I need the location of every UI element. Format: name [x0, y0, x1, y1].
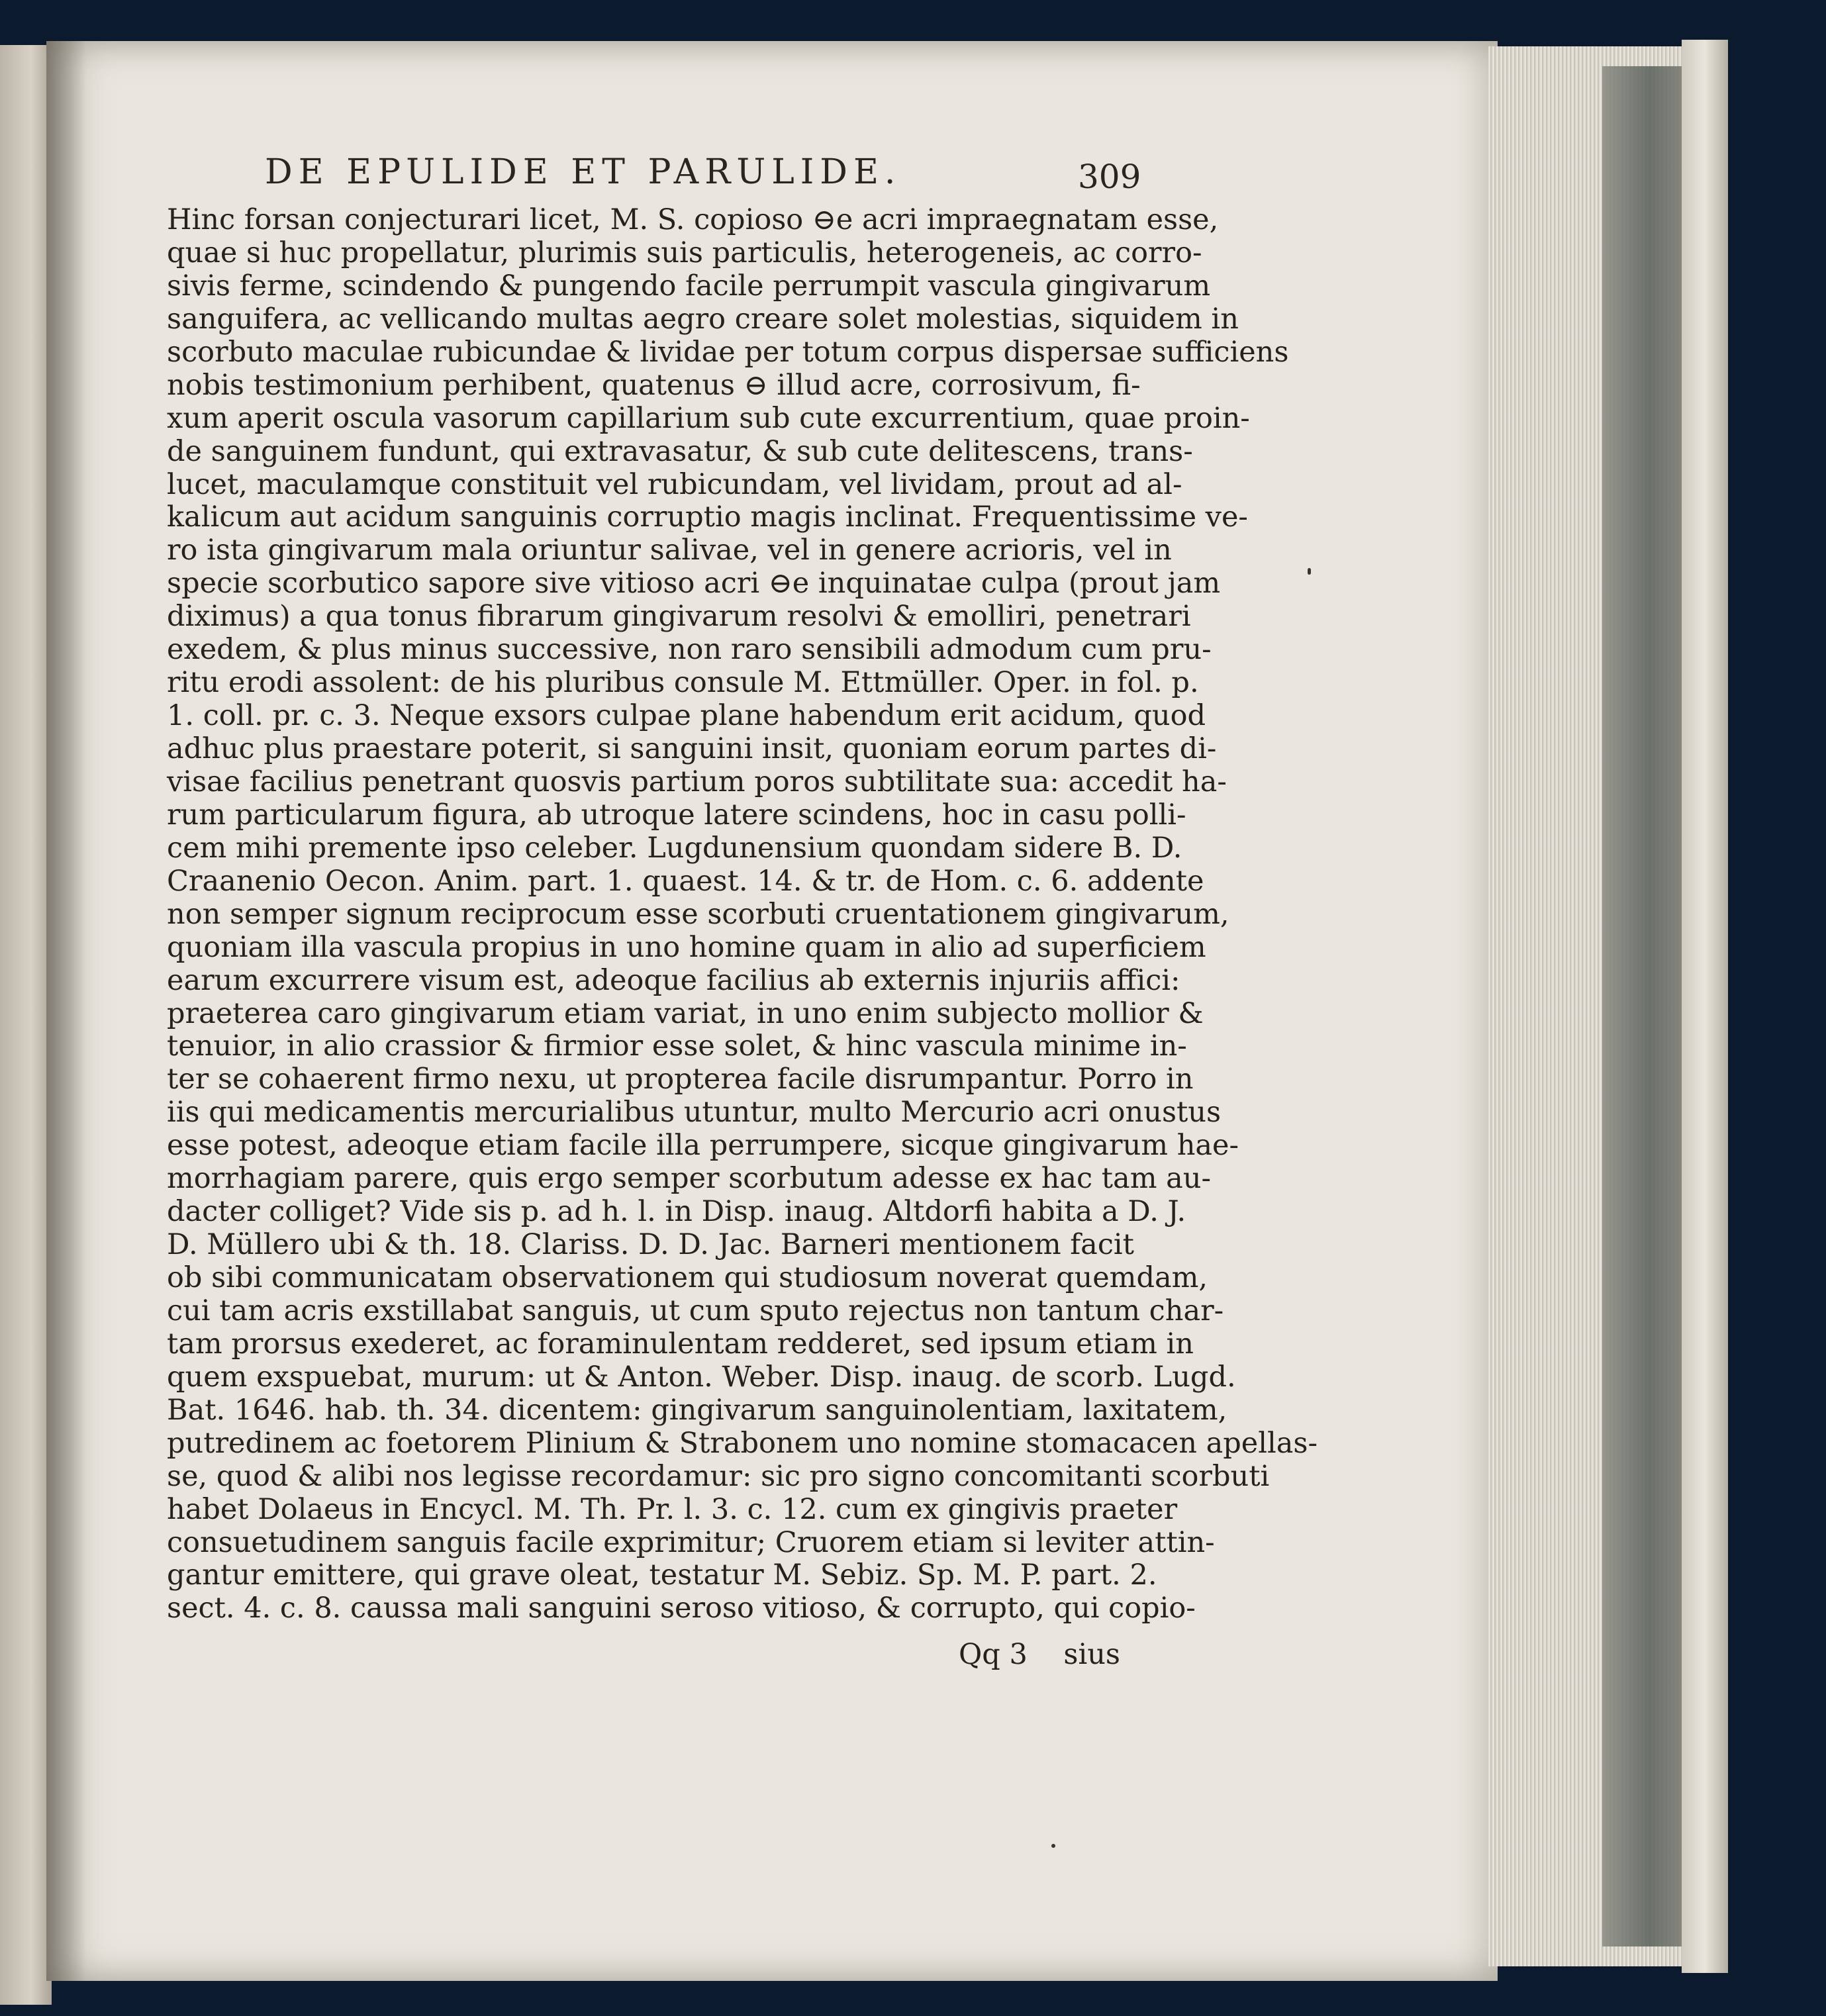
catchword: sius — [1063, 1638, 1120, 1671]
text-line: earum excurrere visum est, adeoque facilius ab externis injuriis affici: — [167, 963, 1180, 997]
text-line: sivis ferme, scindendo & pungendo facile perrumpit vascula gingivarum — [167, 269, 1211, 303]
text-line: 1. coll. pr. c. 3. Neque exsors culpae plane habendum erit acidum, quod — [167, 699, 1206, 733]
text-line: lucet, maculamque constituit vel rubicundam, vel lividam, prout ad al- — [167, 467, 1182, 501]
text-line: dacter colliget? Vide sis p. ad h. l. in Disp. inaug. Altdorfi habita a D. J. — [167, 1195, 1186, 1229]
text-line: ritu erodi assolent: de his pluribus consule M. Ettmüller. Oper. in fol. p. — [167, 666, 1199, 700]
text-line: cem mihi premente ipso celeber. Lugdunensium quondam sidere B. D. — [167, 831, 1182, 865]
text-line: ob sibi communicatam observationem qui studiosum noverat quemdam, — [167, 1261, 1208, 1294]
text-line: quoniam illa vascula propius in uno homine quam in alio ad superficiem — [167, 930, 1206, 964]
text-line: ter se cohaerent firmo nexu, ut propterea facile disrumpantur. Porro in — [167, 1063, 1194, 1096]
gutter-shadow — [46, 41, 86, 1981]
text-line: D. Müllero ubi & th. 18. Clariss. D. D. Jac. Barneri mentionem facit — [167, 1228, 1134, 1262]
text-line: habet Dolaeus in Encycl. M. Th. Pr. l. 3. c. 12. cum ex gingivis praeter — [167, 1492, 1178, 1526]
text-line: visae facilius penetrant quosvis partium poros subtilitate sua: accedit ha- — [167, 765, 1227, 798]
text-line: quae si huc propellatur, plurimis suis particulis, heterogeneis, ac corro- — [167, 236, 1202, 269]
text-line: se, quod & alibi nos legisse recordamur: sic pro signo concomitanti scorbuti — [167, 1459, 1270, 1493]
text-line: de sanguinem fundunt, qui extravasatur, & sub cute delitescens, trans- — [167, 434, 1193, 468]
text-line: cui tam acris exstillabat sanguis, ut cum sputo rejectus non tantum char- — [167, 1294, 1224, 1327]
text-line: kalicum aut acidum sanguinis corruptio magis inclinat. Frequentissime ve- — [167, 501, 1248, 534]
text-line: esse potest, adeoque etiam facile illa perrumpere, sicque gingivarum hae- — [167, 1129, 1239, 1163]
ink-speck — [1051, 1844, 1055, 1848]
text-line: Bat. 1646. hab. th. 34. dicentem: gingivarum sanguinolentiam, laxitatem, — [167, 1393, 1227, 1427]
text-line: praeterea caro gingivarum etiam variat, in uno enim subjecto mollior & — [167, 996, 1204, 1030]
text-line: sanguifera, ac vellicando multas aegro creare solet molestias, siquidem in — [167, 302, 1239, 336]
text-line: diximus) a qua tonus fibrarum gingivarum resolvi & emolliri, penetrari — [167, 600, 1191, 634]
text-line: adhuc plus praestare poterit, si sanguini insit, quoniam eorum partes di- — [167, 732, 1217, 765]
facing-page-edge — [0, 45, 52, 2005]
text-line: quem exspuebat, murum: ut & Anton. Weber. Disp. inaug. de scorb. Lugd. — [167, 1360, 1236, 1394]
text-line: xum aperit oscula vasorum capillarium sub cute excurrentium, quae proin- — [167, 401, 1250, 435]
text-line: morrhagiam parere, quis ergo semper scorbutum adesse ex hac tam au- — [167, 1162, 1211, 1196]
ink-speck — [1308, 568, 1311, 575]
text-line: tenuior, in alio crassior & firmior esse solet, & hinc vascula minime in- — [167, 1030, 1187, 1063]
page-number: 309 — [1078, 158, 1141, 196]
text-line: putredinem ac foetorem Plinium & Strabonem uno nomine stomacacen apellas- — [167, 1426, 1318, 1460]
text-line: nobis testimonium perhibent, quatenus ⊖ illud acre, corrosivum, fi- — [167, 368, 1141, 402]
text-line: ro ista gingivarum mala oriuntur salivae, vel in genere acrioris, vel in — [167, 534, 1172, 567]
text-line: Hinc forsan conjecturari licet, M. S. copioso ⊖e acri impraegnatam esse, — [167, 203, 1219, 236]
text-line: scorbuto maculae rubicundae & lividae per totum corpus dispersae sufficiens — [167, 335, 1289, 369]
binding-edge — [1682, 40, 1728, 1973]
running-head: DE EPULIDE ET PARULIDE. — [265, 152, 902, 192]
body-text — [167, 203, 1318, 1625]
text-line: gantur emittere, qui grave oleat, testatur M. Sebiz. Sp. M. P. part. 2. — [167, 1559, 1157, 1592]
text-line: exedem, & plus minus successive, non raro sensibili admodum cum pru- — [167, 633, 1212, 667]
signature-mark: Qq 3 — [959, 1638, 1028, 1671]
text-line: tam prorsus exederet, ac foraminulentam redderet, sed ipsum etiam in — [167, 1327, 1194, 1361]
footer-line — [167, 1638, 1120, 1671]
text-line: consuetudinem sanguis facile exprimitur; Cruorem etiam si leviter attin- — [167, 1525, 1215, 1559]
text-line: sect. 4. c. 8. caussa mali sanguini seroso vitioso, & corrupto, qui copio- — [167, 1592, 1196, 1625]
text-line: rum particularum figura, ab utroque latere scindens, hoc in casu polli- — [167, 798, 1186, 832]
text-line: Craanenio Oecon. Anim. part. 1. quaest. 14. & tr. de Hom. c. 6. addente — [167, 864, 1204, 898]
text-line: specie scorbutico sapore sive vitioso acri ⊖e inquinatae culpa (prout jam — [167, 567, 1221, 600]
text-block-edges-shadow — [1602, 66, 1682, 1946]
text-line: iis qui medicamentis mercurialibus utuntur, multo Mercurio acri onustus — [167, 1096, 1222, 1129]
text-line: non semper signum reciprocum esse scorbuti cruentationem gingivarum, — [167, 897, 1229, 931]
